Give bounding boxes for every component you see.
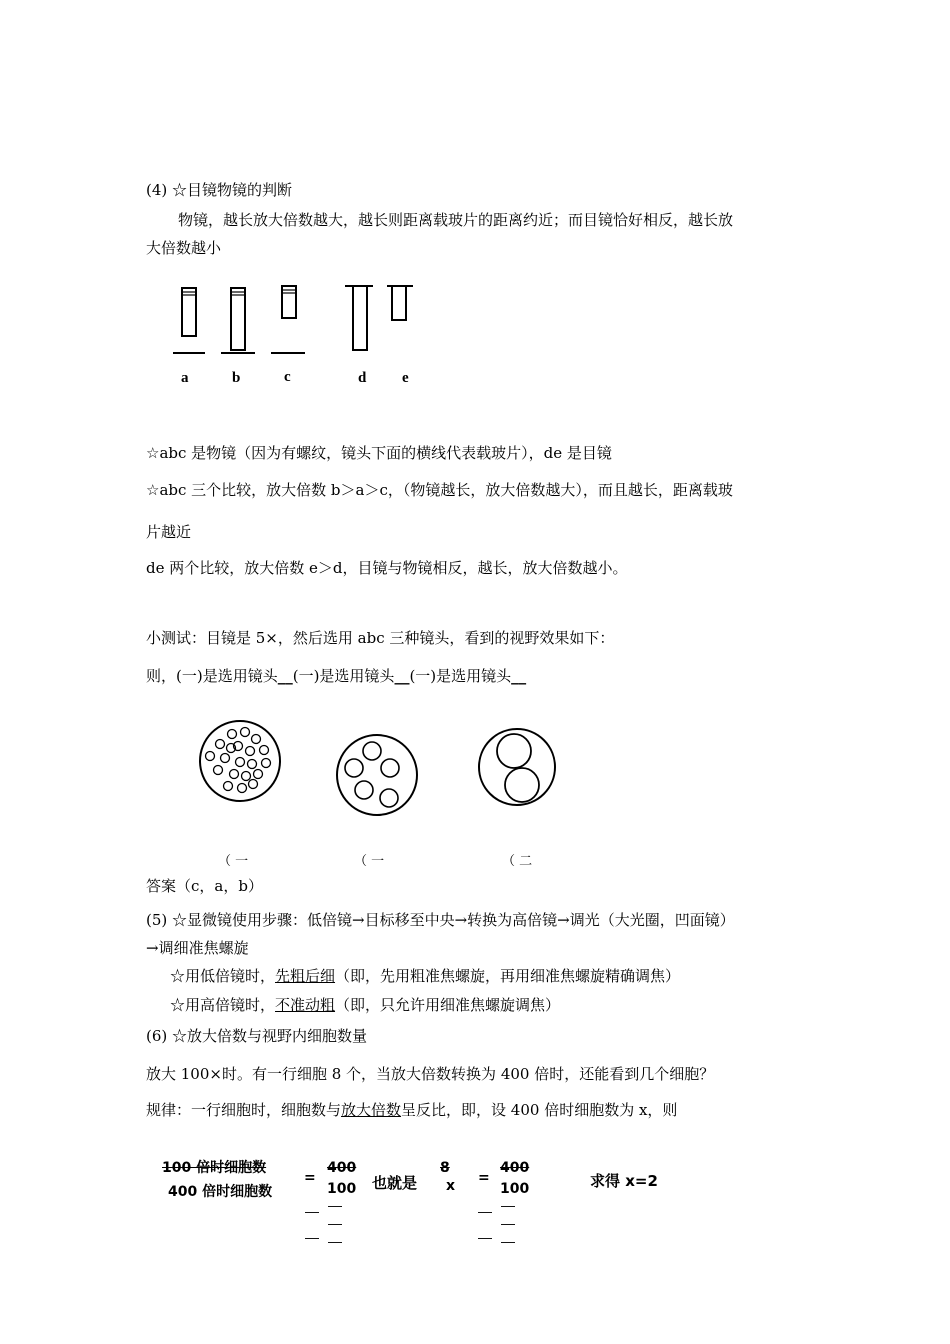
dash: — bbox=[328, 1197, 342, 1213]
equals-2: = bbox=[478, 1170, 490, 1186]
quiz-line2: 则，(一)是选用镜头__(一)是选用镜头__(一)是选用镜头__ bbox=[146, 667, 527, 685]
low-power-rule: ☆用低倍镜时，先粗后细（即，先用粗准焦螺旋，再用细准焦螺旋精确调焦） bbox=[170, 967, 681, 985]
lens-label-c: c bbox=[284, 369, 291, 385]
dash: — bbox=[328, 1215, 342, 1231]
section5-heading-line1: (5) ☆显微镜使用步骤：低倍镜→目标移至中央→转换为高倍镜→调光（大光圈，凹面镜） bbox=[146, 911, 735, 929]
fraction1-denominator: 400 倍时细胞数 bbox=[168, 1184, 273, 1200]
view-caption-3: （ 二 bbox=[502, 854, 533, 866]
note-line2: ☆abc 三个比较，放大倍数 b＞a＞c，（物镜越长，放大倍数越大），而且越长，距离载玻 bbox=[146, 481, 733, 499]
fraction2-numerator: 8 bbox=[440, 1160, 450, 1176]
ratio2-denominator: 100 bbox=[500, 1181, 530, 1197]
section6-heading: (6) ☆放大倍数与视野内细胞数量 bbox=[146, 1027, 368, 1045]
fraction1-numerator: 100 倍时细胞数 bbox=[162, 1160, 267, 1176]
lens-c bbox=[282, 286, 296, 318]
formula-result: 求得 x=2 bbox=[590, 1172, 658, 1190]
section4-paragraph-line2: 大倍数越小 bbox=[146, 239, 222, 257]
fraction2-denominator: x bbox=[446, 1178, 456, 1194]
section5-heading-line2: →调细准焦螺旋 bbox=[146, 939, 249, 957]
lens-label-e: e bbox=[402, 370, 409, 386]
note-line1: ☆abc 是物镜（因为有螺纹，镜头下面的横线代表载玻片），de 是目镜 bbox=[146, 444, 612, 462]
high-power-rule: ☆用高倍镜时，不准动粗（即，只允许用细准焦螺旋调焦） bbox=[170, 996, 561, 1014]
blank-3: __ bbox=[511, 667, 527, 685]
view-caption-1: （ 一 bbox=[218, 854, 249, 866]
quiz-answer: 答案（c，a，b） bbox=[146, 877, 263, 895]
lens-b bbox=[231, 288, 245, 350]
ratio1-denominator: 100 bbox=[327, 1181, 357, 1197]
lens-diagram bbox=[165, 280, 465, 370]
lens-label-d: d bbox=[358, 370, 367, 386]
dash: — bbox=[501, 1215, 515, 1231]
rule-key: 放大倍数 bbox=[341, 1101, 402, 1119]
quiz-line1: 小测试：目镜是 5×，然后选用 abc 三种镜头，看到的视野效果如下： bbox=[146, 629, 615, 647]
lens-d bbox=[353, 286, 367, 350]
blank-1: __ bbox=[277, 667, 293, 685]
note-line3: 片越近 bbox=[146, 523, 192, 541]
section6-question: 放大 100×时。有一行细胞 8 个，当放大倍数转换为 400 倍时，还能看到几个细胞？ bbox=[146, 1065, 715, 1083]
dash: — bbox=[305, 1229, 319, 1245]
section4-heading: (4) ☆目镜物镜的判断 bbox=[146, 181, 293, 199]
section6-rule: 规律：一行细胞时，细胞数与放大倍数呈反比，即，设 400 倍时细胞数为 x，则 bbox=[146, 1101, 678, 1119]
equals-1: = bbox=[304, 1170, 316, 1186]
dash: — bbox=[501, 1197, 515, 1213]
lens-label-b: b bbox=[232, 370, 241, 386]
high-power-key: 不准动粗 bbox=[275, 996, 336, 1014]
note-line4: de 两个比较，放大倍数 e＞d，目镜与物镜相反，越长，放大倍数越小。 bbox=[146, 559, 628, 577]
blank-2: __ bbox=[394, 667, 410, 685]
lens-e bbox=[392, 286, 406, 320]
ratio1-numerator: 400 bbox=[327, 1160, 357, 1176]
low-power-key: 先粗后细 bbox=[275, 967, 336, 985]
dash: — bbox=[478, 1203, 492, 1219]
formula-middle-text: 也就是 bbox=[372, 1174, 418, 1192]
lens-label-a: a bbox=[181, 370, 189, 386]
dash: — bbox=[305, 1203, 319, 1219]
ratio2-numerator: 400 bbox=[500, 1160, 530, 1176]
dash: — bbox=[478, 1229, 492, 1245]
field-of-view-diagram bbox=[190, 718, 590, 818]
dash: — bbox=[328, 1233, 342, 1249]
dash: — bbox=[501, 1233, 515, 1249]
view-caption-2: （ 一 bbox=[354, 854, 385, 866]
section4-paragraph-line1: 物镜，越长放大倍数越大，越长则距离载玻片的距离约近；而目镜恰好相反，越长放 bbox=[178, 211, 734, 229]
